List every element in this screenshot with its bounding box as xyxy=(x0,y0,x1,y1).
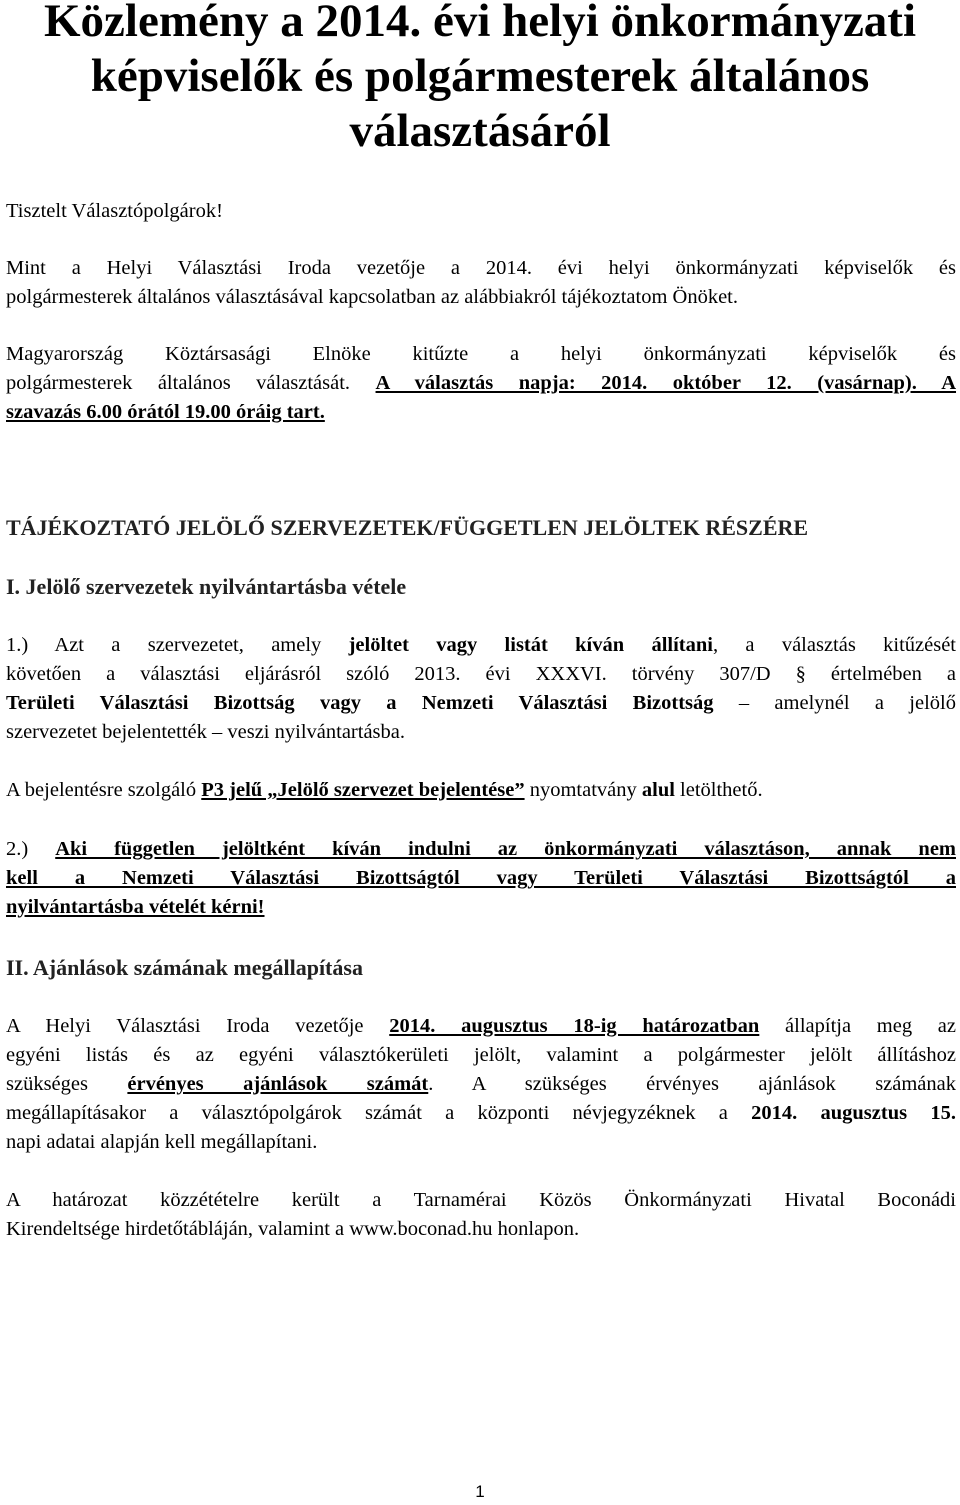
item-1-line-3: Területi Választási Bizottság vagy a Nemzeti Választási Bizottság – amelynél a jelölő xyxy=(6,692,956,714)
item-2-line-2: kell a Nemzeti Választási Bizottságtól vagy Területi Választási Bizottságtól a xyxy=(6,867,956,889)
item-1-line-2: követően a választási eljárásról szóló 2013. évi XXXVI. törvény 307/D § értelmében a xyxy=(6,663,956,685)
intro-paragraph xyxy=(6,254,956,312)
section-2-line-4: megállapításakor a választópolgárok számát a központi névjegyzéknek a 2014. augusztus 15. xyxy=(6,1102,956,1124)
section-1-item-1 xyxy=(6,631,956,747)
section-2-line-2: egyéni listás és az egyéni választókerületi jelölt, valamint a polgármester jelölt állításhoz xyxy=(6,1044,956,1066)
section-2-line-3: szükséges érvényes ajánlások számát. A szükséges érvényes ajánlások számának xyxy=(6,1073,957,1095)
document-title xyxy=(0,0,960,159)
item-1-line-1: 1.) Azt a szervezetet, amely jelöltet vagy listát kíván állítani, a választás kitűzését xyxy=(6,634,956,656)
page-number: 1 xyxy=(475,1482,485,1501)
announcement-line-2: polgármesterek általános választását. A választás napja: 2014. október 12. (vasárnap). A xyxy=(6,372,957,394)
title-line-2: képviselők és polgármesterek általános xyxy=(90,50,870,102)
section-heading: TÁJÉKOZTATÓ JELÖLŐ SZERVEZETEK/FÜGGETLEN JELÖLTEK RÉSZÉRE xyxy=(6,515,809,540)
announcement-line-3 xyxy=(6,398,956,427)
item-2-line-1: 2.) Aki független jelöltként kíván indulni az önkormányzati választáson, annak nem xyxy=(6,838,956,860)
section-2-heading: II. Ajánlások számának megállapítása xyxy=(6,955,363,980)
section-2-paragraph xyxy=(6,1012,956,1157)
greeting: Tisztelt Választópolgárok! xyxy=(6,200,223,222)
section-1-heading: I. Jelölő szervezetek nyilvántartásba vétele xyxy=(6,574,407,599)
section-2-line-1: A Helyi Választási Iroda vezetője 2014. augusztus 18-ig határozatban állapítja meg az xyxy=(6,1015,956,1037)
intro-line-2: polgármesterek általános választásával kapcsolatban az alábbiakról tájékoztatom Önöket. xyxy=(6,286,739,308)
voting-hours: szavazás 6.00 órától 19.00 óráig tart. xyxy=(6,401,325,423)
election-date: A választás napja: 2014. október 12. (vasárnap). A xyxy=(375,372,957,394)
closing-paragraph xyxy=(6,1186,956,1244)
closing-line-2: Kirendeltsége hirdetőtábláján, valamint a www.boconad.hu honlapon. xyxy=(6,1218,580,1240)
section-2-line-5: napi adatai alapján kell megállapítani. xyxy=(6,1131,318,1153)
item-2-line-3: nyilvántartásba vételét kérni! xyxy=(6,896,265,918)
section-1-item-2 xyxy=(6,835,956,922)
form-p3-link[interactable]: P3 jelű „Jelölő szervezet bejelentése” xyxy=(201,779,525,801)
announcement-line-1: Magyarország Köztársasági Elnöke kitűzte a helyi önkormányzati képviselők és xyxy=(6,343,956,365)
election-announcement xyxy=(6,340,956,427)
title-line-1: Közlemény a 2014. évi helyi önkormányzati xyxy=(43,0,917,47)
form-download-note: A bejelentésre szolgáló P3 jelű „Jelölő szervezet bejelentése” nyomtatvány alul letölthető. xyxy=(6,779,763,801)
closing-line-1: A határozat közzétételre került a Tarnamérai Közös Önkormányzati Hivatal Boconádi xyxy=(6,1189,956,1211)
item-1-line-4: szervezetet bejelentették – veszi nyilvántartásba. xyxy=(6,721,405,743)
title-line-3: választásáról xyxy=(349,105,611,157)
intro-line-1: Mint a Helyi Választási Iroda vezetője a 2014. évi helyi önkormányzati képviselők és xyxy=(6,257,956,279)
